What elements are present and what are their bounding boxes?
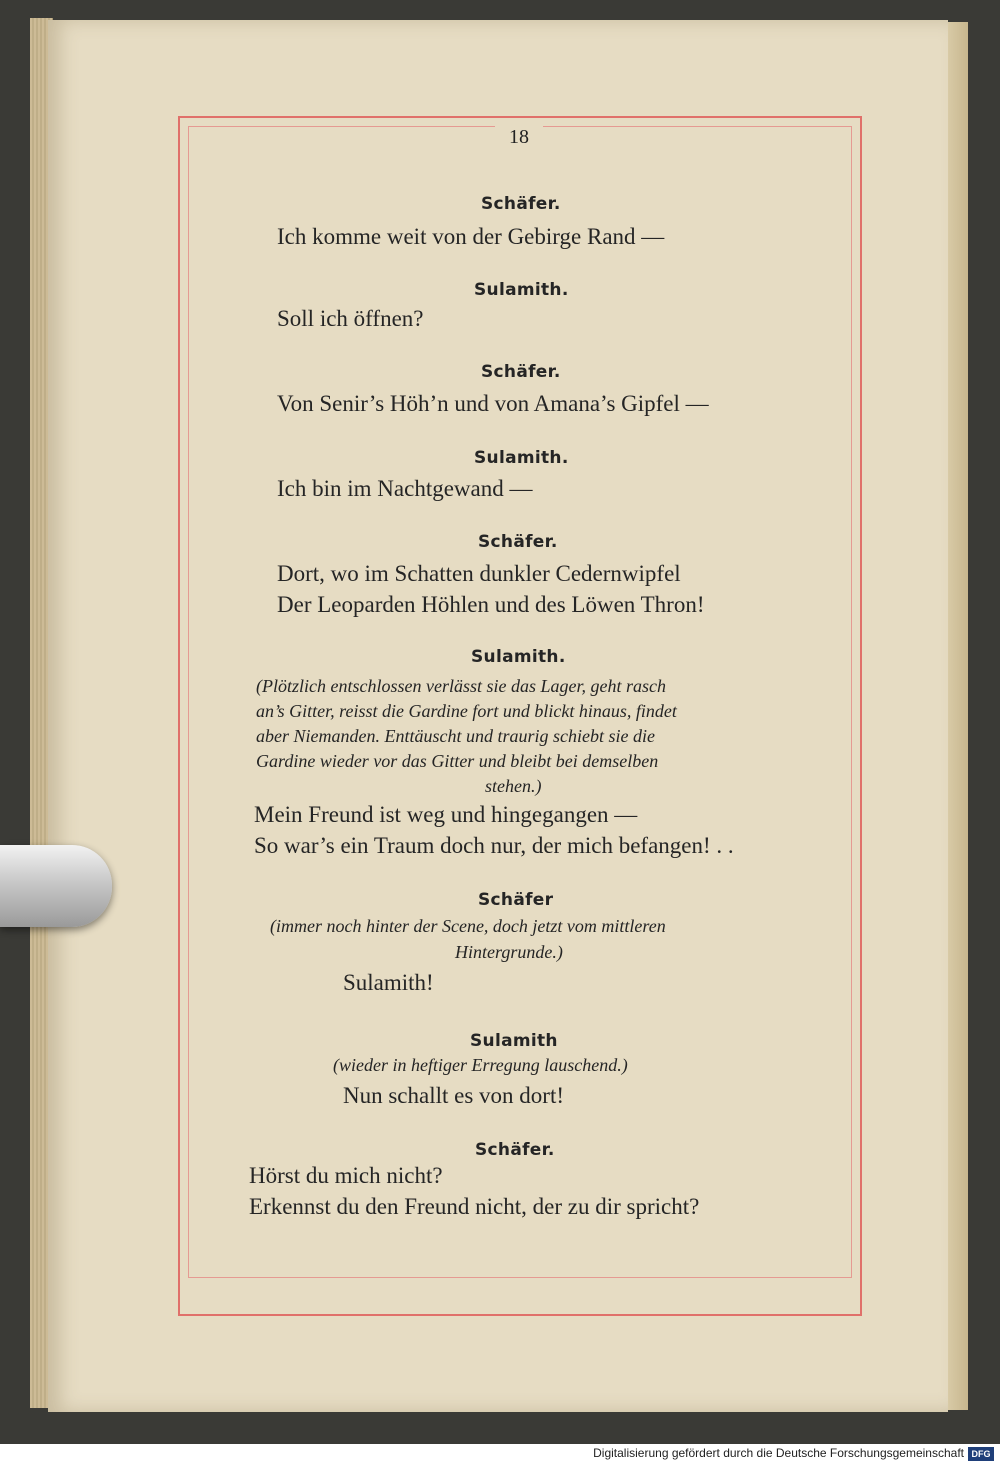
verse-line: Ich komme weit von der Gebirge Rand — — [277, 224, 665, 249]
speaker-heading: Sulamith. — [474, 280, 569, 300]
verse-line: Erkennst du den Freund nicht, der zu dir spricht? — [249, 1194, 700, 1219]
speaker-heading: Sulamith. — [471, 647, 566, 667]
book-right-edge — [948, 22, 968, 1410]
stage-direction: aber Niemanden. Enttäuscht und traurig schiebt sie die — [256, 726, 655, 746]
verse-line: Der Leoparden Höhlen und des Löwen Thron! — [277, 592, 705, 617]
speaker-heading: Schäfer. — [481, 194, 561, 214]
verse-line: Dort, wo im Schatten dunkler Cedernwipfel — [277, 561, 681, 586]
verse-line: Nun schallt es von dort! — [343, 1083, 565, 1108]
verse-line: Von Senir’s Höh’n und von Amana’s Gipfel — — [277, 391, 709, 416]
speaker-heading: Schäfer. — [475, 1140, 555, 1160]
verse-line: Ich bin im Nachtgewand — — [277, 476, 533, 501]
footer-credit: Digitalisierung gefördert durch die Deutsche Forschungsgemeinschaft — [593, 1446, 964, 1460]
speaker-heading: Sulamith — [470, 1031, 558, 1051]
verse-line: Hörst du mich nicht? — [249, 1163, 443, 1188]
page-number: 18 — [495, 122, 543, 152]
verse-line: So war’s ein Traum doch nur, der mich befangen! . . — [254, 833, 734, 858]
stage-direction: (wieder in heftiger Erregung lauschend.) — [333, 1055, 628, 1075]
stage-direction: an’s Gitter, reisst die Gardine fort und blickt hinaus, findet — [256, 701, 677, 721]
stage-direction: Hintergrunde.) — [455, 942, 563, 962]
page-number-row — [188, 122, 850, 152]
page-clip — [0, 845, 112, 927]
stage-direction: (immer noch hinter der Scene, doch jetzt vom mittleren — [270, 916, 666, 936]
speaker-heading: Schäfer — [478, 890, 554, 910]
speaker-heading: Schäfer. — [481, 362, 561, 382]
stage-direction: Gardine wieder vor das Gitter und bleibt bei demselben — [256, 751, 659, 771]
speaker-heading: Sulamith. — [474, 448, 569, 468]
stage-direction: (Plötzlich entschlossen verlässt sie das Lager, geht rasch — [256, 676, 666, 696]
dfg-logo: DFG — [968, 1447, 994, 1461]
speaker-heading: Schäfer. — [478, 532, 558, 552]
stage-direction: stehen.) — [485, 776, 542, 796]
verse-line: Soll ich öffnen? — [277, 306, 424, 331]
verse-line: Sulamith! — [343, 970, 434, 995]
verse-line: Mein Freund ist weg und hingegangen — — [254, 802, 638, 827]
